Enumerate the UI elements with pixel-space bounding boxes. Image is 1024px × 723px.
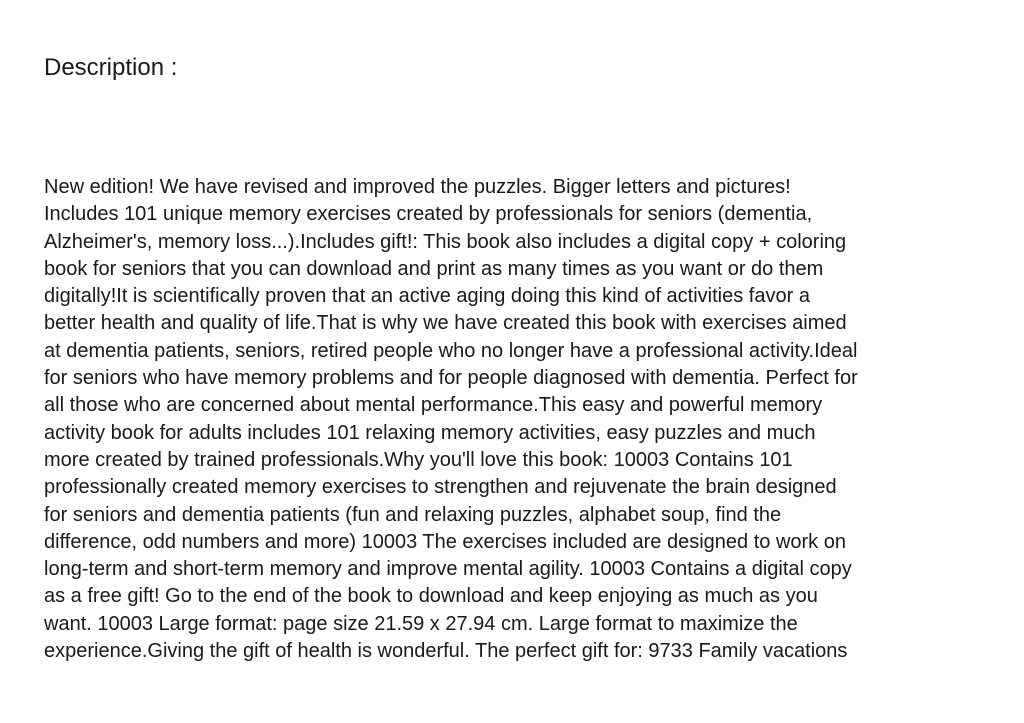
description-body: [44, 174, 984, 665]
description-line: want. 10003 Large format: page size 21.59 x 27.94 cm. Large format to maximize the: [44, 612, 798, 635]
description-line: experience.Giving the gift of health is wonderful. The perfect gift for: 9733 Family vacations: [44, 640, 848, 663]
description-line: long-term and short-term memory and improve mental agility. 10003 Contains a digital copy: [44, 558, 852, 581]
description-line: better health and quality of life.That is why we have created this book with exercises aimed: [44, 312, 847, 335]
description-line: for seniors who have memory problems and for people diagnosed with dementia. Perfect for: [44, 367, 858, 390]
description-line: all those who are concerned about mental performance.This easy and powerful memory: [44, 394, 823, 417]
description-line: digitally!It is scientifically proven that an active aging doing this kind of activities favor a: [44, 285, 810, 308]
description-line: more created by trained professionals.Why you'll love this book: 10003 Contains 101: [44, 448, 793, 471]
description-line: at dementia patients, seniors, retired people who no longer have a professional activity.Ideal: [44, 339, 858, 362]
description-line: activity book for adults includes 101 relaxing memory activities, easy puzzles and much: [44, 421, 816, 444]
description-line: professionally created memory exercises to strengthen and rejuvenate the brain designed: [44, 476, 837, 499]
description-line: book for seniors that you can download and print as many times as you want or do them: [44, 257, 824, 280]
description-line: Alzheimer's, memory loss...).Includes gift!: This book also includes a digital copy + coloring: [44, 230, 847, 253]
description-heading: Description :: [44, 54, 178, 81]
description-line: Includes 101 unique memory exercises created by professionals for seniors (dementia,: [44, 203, 813, 226]
description-line: New edition! We have revised and improved the puzzles. Bigger letters and pictures!: [44, 176, 791, 198]
description-line: for seniors and dementia patients (fun and relaxing puzzles, alphabet soup, find the: [44, 503, 782, 526]
description-line: as a free gift! Go to the end of the book to download and keep enjoying as much as you: [44, 585, 818, 608]
description-line: difference, odd numbers and more) 10003 The exercises included are designed to work on: [44, 530, 846, 553]
